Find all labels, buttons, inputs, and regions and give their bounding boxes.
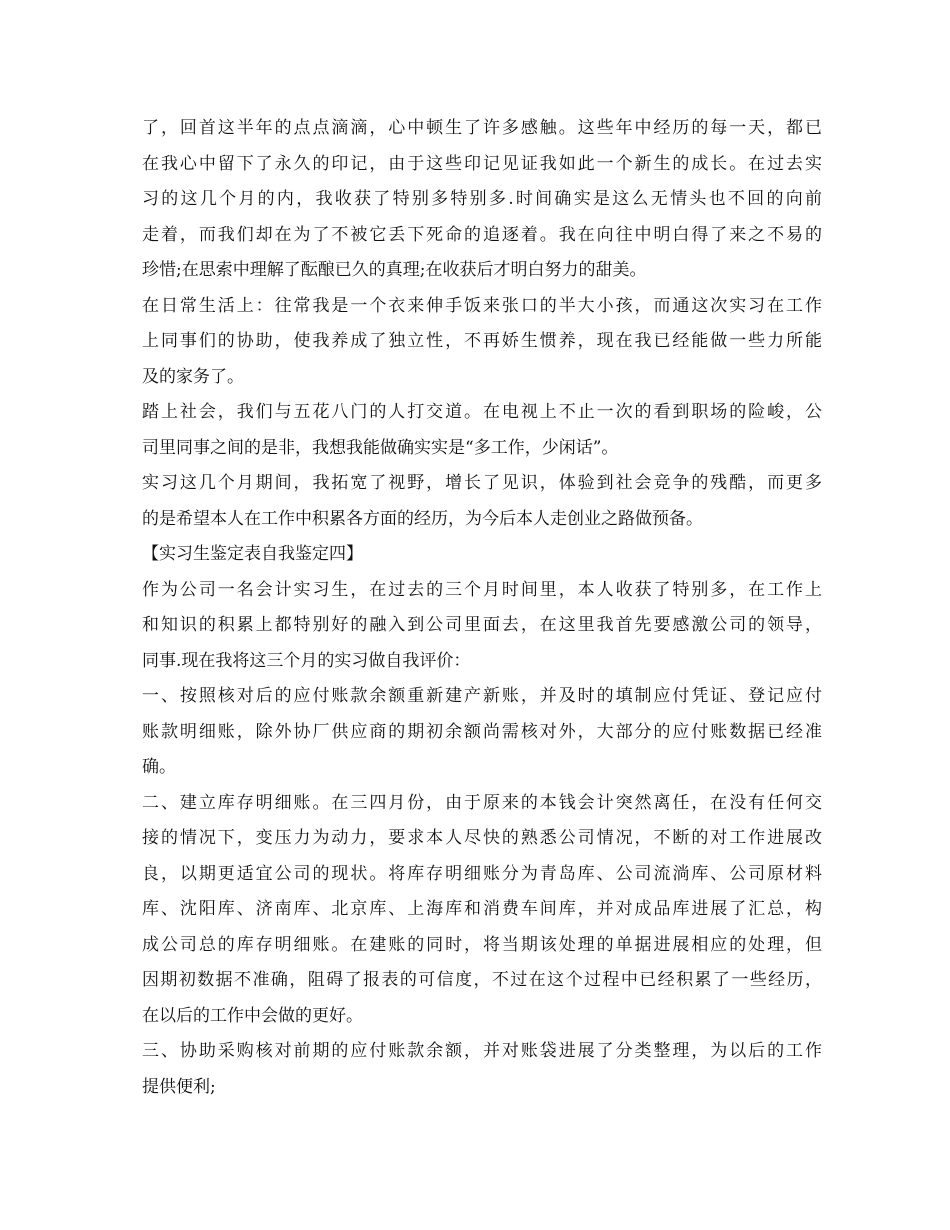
document-body [142,111,822,1105]
text-line: 提供便利; [142,1076,216,1097]
text-line: 账款明细账，除外协厂供应商的期初余额尚需核对外，大部分的应付账数据已经准 [142,721,822,742]
text-line: 成公司总的库存明细账。在建账的同时，将当期该处理的单据进展相应的处理，但 [142,934,822,955]
text-line: 同事.现在我将这三个月的实习做自我评价： [142,650,471,671]
text-line: 二、建立库存明细账。在三四月份，由于原来的本钱会计突然离任，在没有任何交 [142,792,822,813]
text-line: 了，回首这半年的点点滴滴，心中顿生了许多感触。这些年中经历的每一天，都已 [142,118,822,138]
text-line: 良，以期更适宜公司的现状。将库存明细账分为青岛库、公司流淌库、公司原材料 [142,863,822,884]
text-line: 作为公司一名会计实习生，在过去的三个月时间里，本人收获了特别多，在工作上 [142,579,822,600]
text-line: 接的情况下，变压力为动力，要求本人尽快的熟悉公司情况，不断的对工作进展改 [142,828,822,848]
text-line: 在我心中留下了永久的印记，由于这些印记见证我如此一个新生的成长。在过去实 [142,153,822,174]
text-line: 的是希望本人在工作中积累各方面的经历，为今后本人走创业之路做预备。 [142,508,703,529]
text-line: 和知识的积累上都特别好的融入到公司里面去，在这里我首先要感激公司的领导， [142,615,822,635]
text-line: 上同事们的协助，使我养成了独立性，不再娇生惯养，现在我已经能做一些力所能 [142,331,822,351]
text-line: 因期初数据不准确，阻碍了报表的可信度，不过在这个过程中已经积累了一些经历， [142,970,822,990]
text-line: 实习这几个月期间，我拓宽了视野，增长了见识，体验到社会竞争的残酷，而更多 [142,473,822,493]
text-line: 库、沈阳库、济南库、北京库、上海库和消费车间库，并对成品库进展了汇总，构 [142,899,822,919]
text-line: 及的家务了。 [142,366,244,387]
text-line: 习的这几个月的内，我收获了特别多特别多.时间确实是这么无情头也不回的向前 [142,189,822,209]
text-line: 【实习生鉴定表自我鉴定四】 [142,544,363,564]
text-line: 三、协助采购核对前期的应付账款余额，并对账袋进展了分类整理，为以后的工作 [142,1041,822,1061]
text-line: 一、按照核对后的应付账款余额重新建产新账，并及时的填制应付凭证、登记应付 [142,686,822,706]
text-line: 在以后的工作中会做的更好。 [142,1005,363,1026]
text-line: 确。 [142,757,176,777]
text-line: 在日常生活上：往常我是一个衣来伸手饭来张口的半大小孩，而通这次实习在工作 [142,295,822,316]
text-line: 司里同事之间的是非，我想我能做确实实是“多工作，少闲话”。 [142,437,619,458]
text-line: 走着，而我们却在为了不被它丢下死命的追逐着。我在向往中明白得了来之不易的 [142,224,822,245]
text-line: 珍惜;在思索中理解了酝酿已久的真理;在收获后才明白努力的甜美。 [142,260,647,280]
text-line: 踏上社会，我们与五花八门的人打交道。在电视上不止一次的看到职场的险峻，公 [142,402,822,422]
